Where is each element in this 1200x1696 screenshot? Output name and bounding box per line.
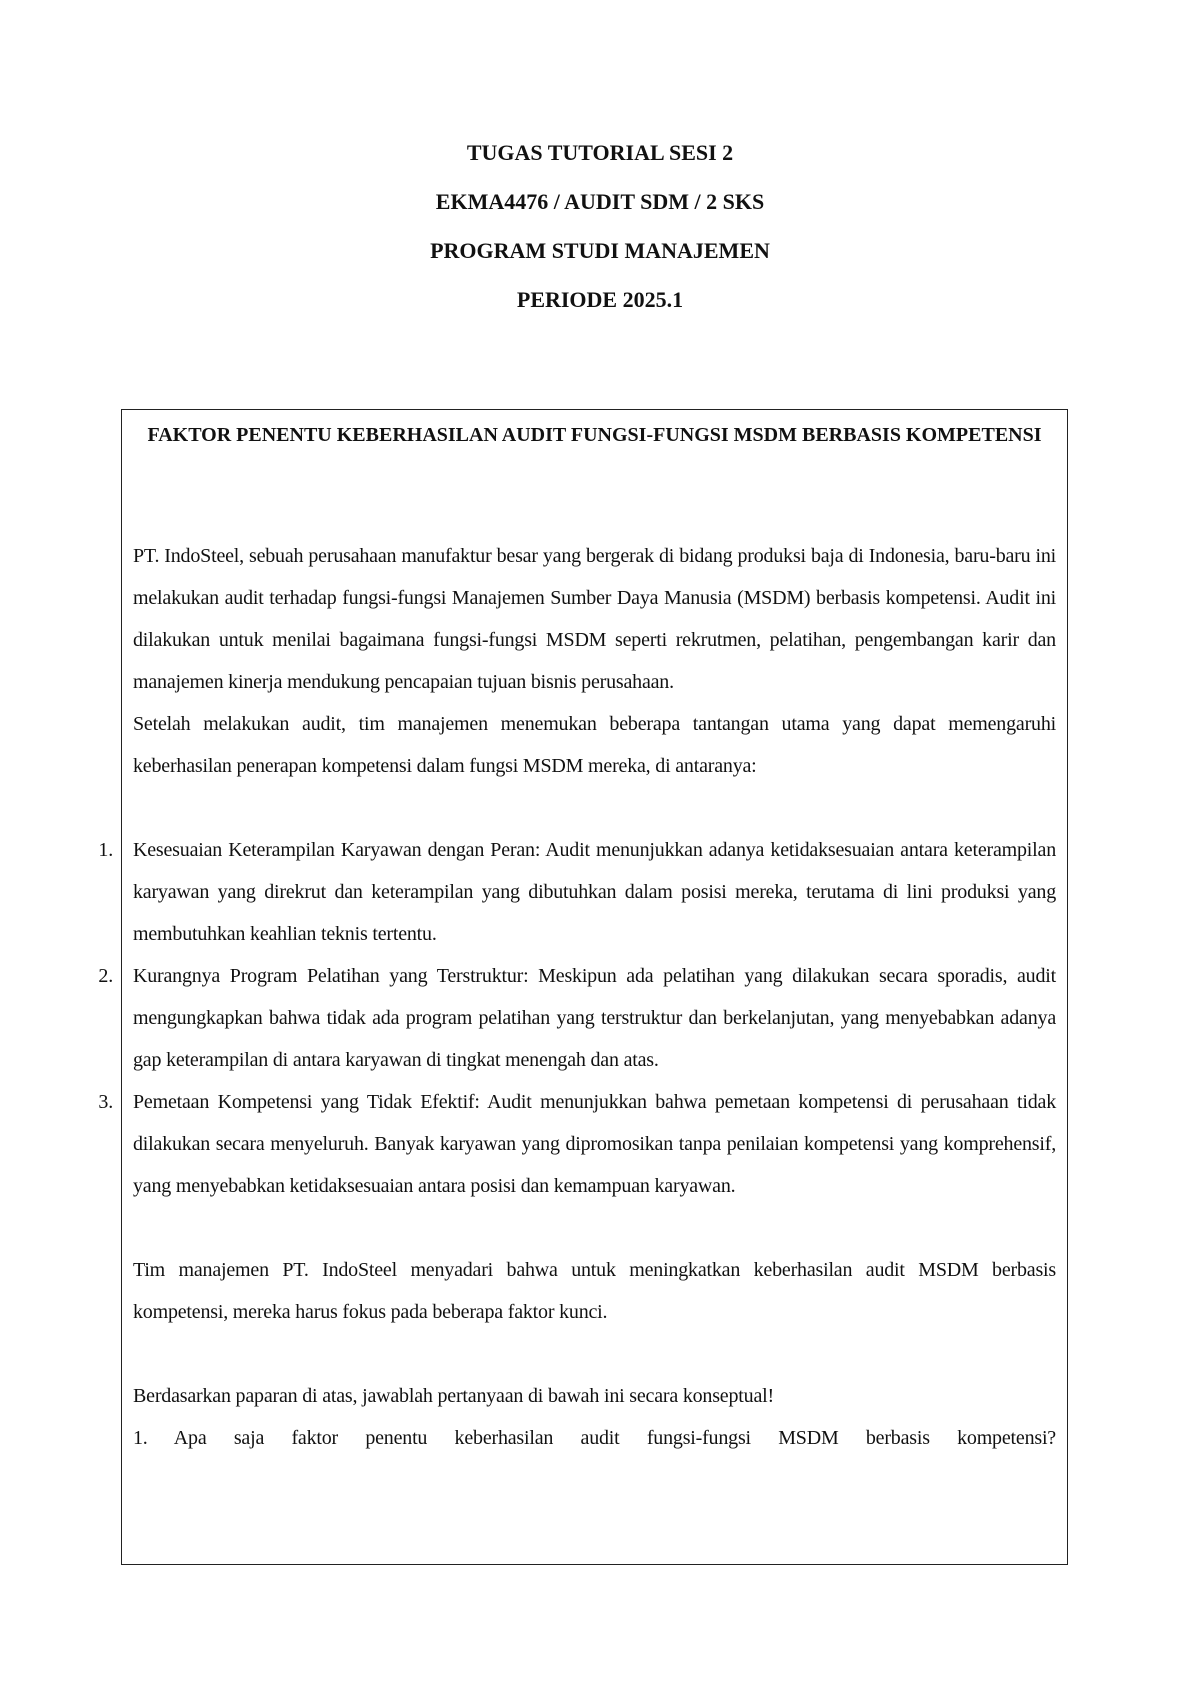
challenge-number: 3.: [98, 1091, 113, 1113]
spacer: [133, 1207, 1056, 1249]
document-header: [0, 128, 1200, 324]
header-period: PERIODE 2025.1: [516, 287, 684, 312]
case-title: FAKTOR PENENTU KEBERHASILAN AUDIT FUNGSI-FUNGSI MSDM BERBASIS KOMPETENSI: [147, 424, 1042, 446]
case-conclusion: Tim manajemen PT. IndoSteel menyadari bahwa untuk meningkatkan keberhasilan audit MSDM berbasis kompetensi, mereka harus fokus pada beberapa faktor kunci.: [133, 1259, 1056, 1323]
box-bottom-border: [121, 1564, 1068, 1565]
case-intro: PT. IndoSteel, sebuah perusahaan manufaktur besar yang bergerak di bidang produksi baja di Indonesia, baru-baru ini melakukan audit terhadap fungsi-fungsi Manajemen Sumber Daya Manusia (MSDM) berbasis kompetensi. Audit ini dilakukan untuk menilai bagaimana fungsi-fungsi MSDM seperti rekrutmen, pelatihan, pengembangan karir dan manajemen kinerja mendukung pencapaian tujuan bisnis perusahaan.: [133, 545, 1056, 693]
challenge-item: [98, 829, 1056, 955]
challenge-item: [98, 1081, 1056, 1207]
header-program: PROGRAM STUDI MANAJEMEN: [430, 238, 770, 263]
spacer: [133, 1333, 1056, 1375]
spacer: [133, 787, 1056, 829]
challenge-number: 2.: [98, 965, 113, 987]
challenge-number: 1.: [98, 839, 113, 861]
findings-intro: Setelah melakukan audit, tim manajemen menemukan beberapa tantangan utama yang dapat memengaruhi keberhasilan penerapan kompetensi dalam fungsi MSDM mereka, di antaranya:: [133, 713, 1056, 777]
challenge-text: Kurangnya Program Pelatihan yang Terstruktur: Meskipun ada pelatihan yang dilakukan secara sporadis, audit mengungkapkan bahwa tidak ada program pelatihan yang terstruktur dan berkelanjutan, yang menyebabkan adanya gap keterampilan di antara karyawan di tingkat menengah dan atas.: [133, 965, 1056, 1071]
question-instruction: Berdasarkan paparan di atas, jawablah pertanyaan di bawah ini secara konseptual!: [133, 1385, 774, 1407]
header-course: EKMA4476 / AUDIT SDM / 2 SKS: [435, 189, 765, 214]
case-body: [98, 535, 1056, 1459]
question-item: 1. Apa saja faktor penentu keberhasilan audit fungsi-fungsi MSDM berbasis kompetensi?: [133, 1427, 1056, 1449]
challenge-text: Kesesuaian Keterampilan Karyawan dengan Peran: Audit menunjukkan adanya ketidaksesuaian antara keterampilan karyawan yang direkrut dan keterampilan yang dibutuhkan dalam posisi mereka, terutama di lini produksi yang membutuhkan keahlian teknis tertentu.: [133, 839, 1056, 945]
challenge-text: Pemetaan Kompetensi yang Tidak Efektif: Audit menunjukkan bahwa pemetaan kompetensi di perusahaan tidak dilakukan secara menyeluruh. Banyak karyawan yang dipromosikan tanpa penilaian kompetensi yang komprehensif, yang menyebabkan ketidaksesuaian antara posisi dan kemampuan karyawan.: [133, 1091, 1056, 1197]
header-title: TUGAS TUTORIAL SESI 2: [466, 140, 734, 165]
challenge-item: [98, 955, 1056, 1081]
